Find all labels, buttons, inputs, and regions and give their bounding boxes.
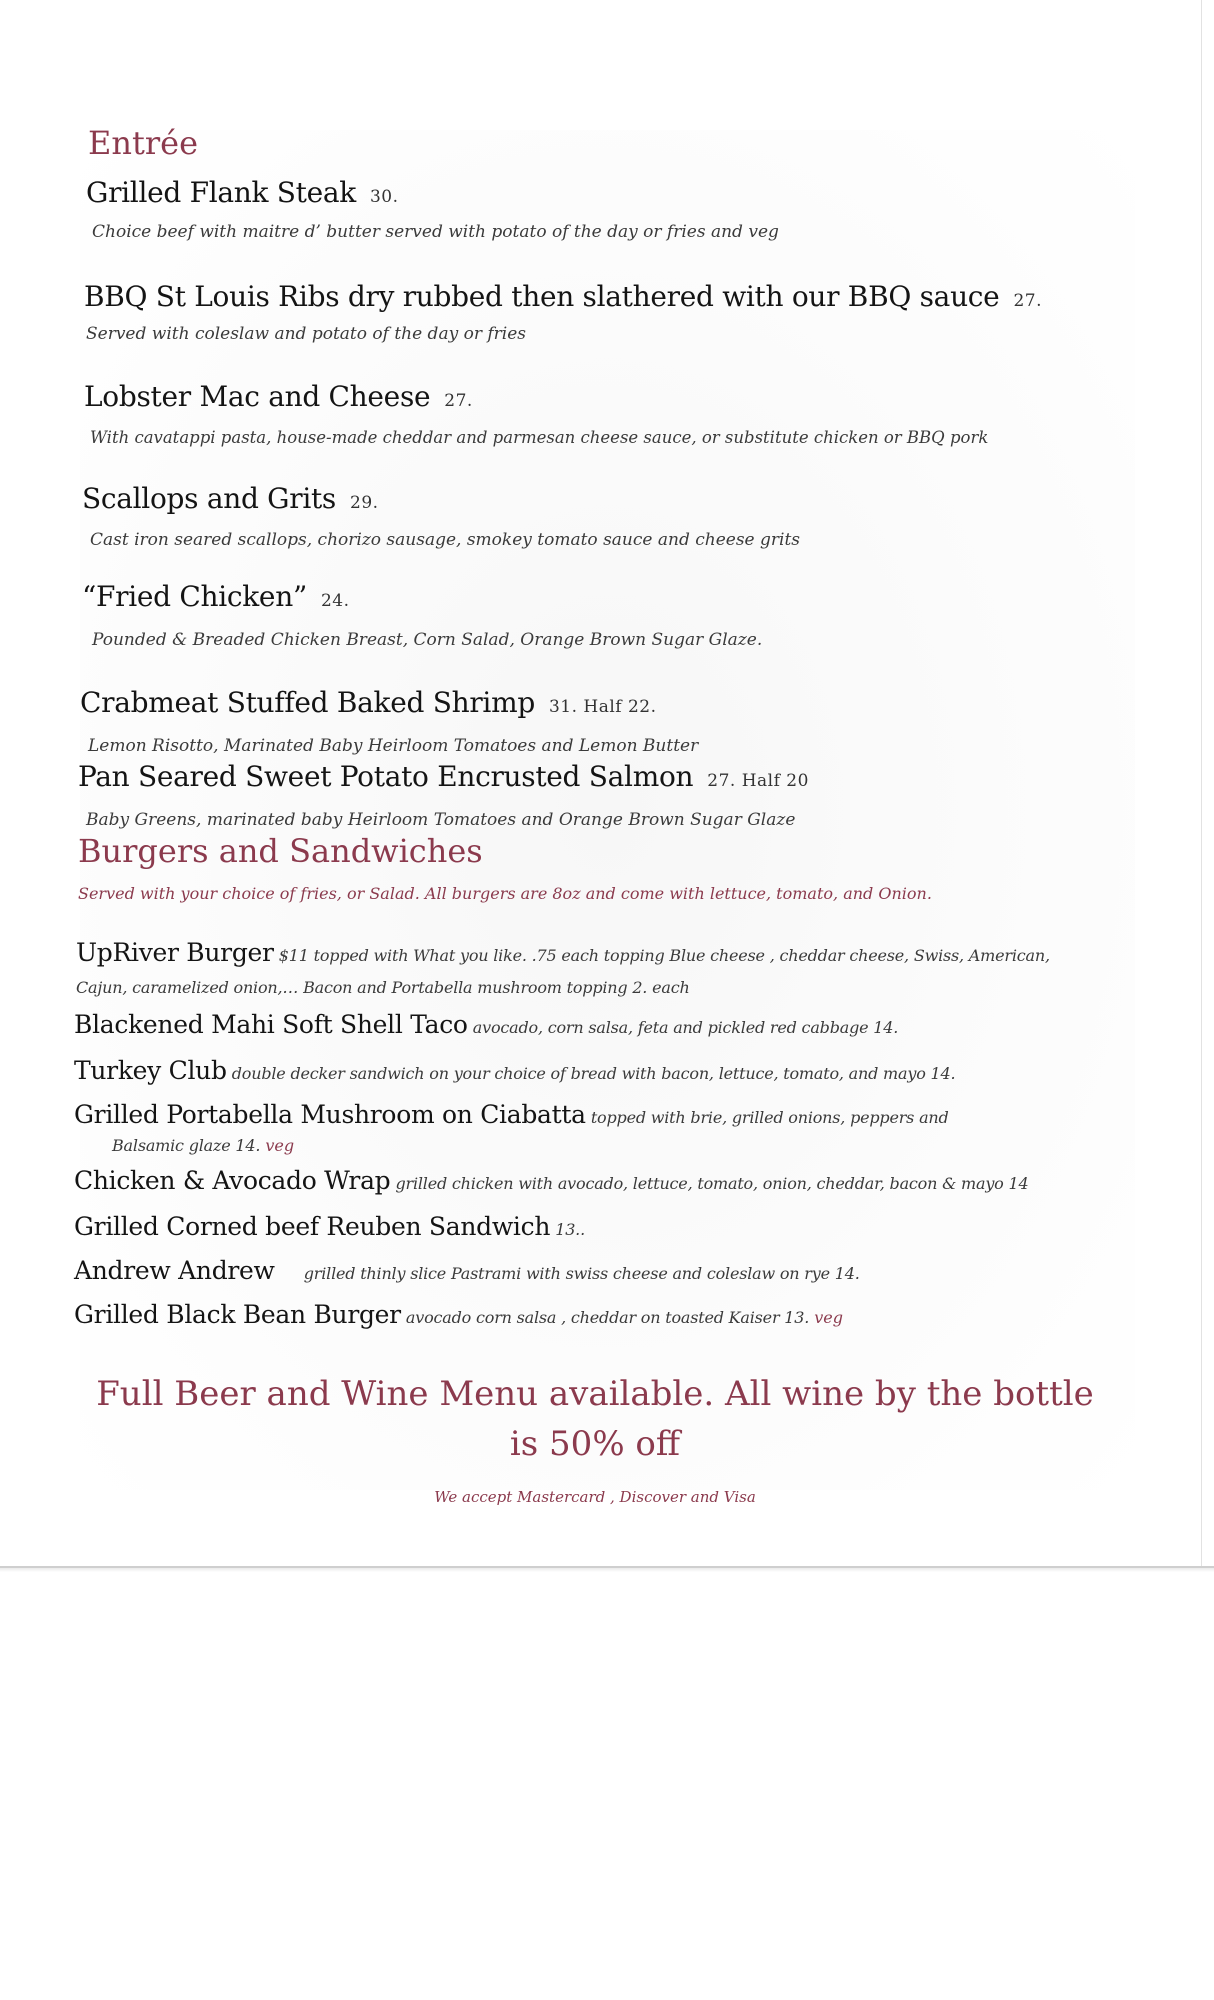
menu-item-portabella xyxy=(74,1100,949,1129)
item-price: 30. xyxy=(369,187,399,207)
item-name: BBQ St Louis Ribs dry rubbed then slathered with our BBQ sauce xyxy=(84,280,1000,313)
item-description-continued xyxy=(112,1136,294,1155)
menu-item-mahi-taco xyxy=(74,1010,898,1039)
beer-wine-note: Full Beer and Wine Menu available. All wine by the bottle xyxy=(96,1374,1094,1414)
veg-tag: veg xyxy=(265,1136,295,1155)
item-description: avocado corn salsa , cheddar on toasted Kaiser 13. xyxy=(405,1308,810,1327)
item-description: topped with brie, grilled onions, peppers and xyxy=(590,1108,949,1127)
menu-item-ribs xyxy=(84,280,1042,313)
wine-discount-note: is 50% off xyxy=(509,1424,681,1464)
item-name: Scallops and Grits xyxy=(82,482,336,515)
menu-item-reuben xyxy=(74,1212,585,1241)
item-name: Grilled Portabella Mushroom on Ciabatta xyxy=(74,1100,586,1129)
menu-item-black-bean-burger xyxy=(74,1300,843,1329)
item-description: With cavatappi pasta, house-made cheddar and parmesan cheese sauce, or substitute chicken or BBQ pork xyxy=(90,428,989,447)
item-description: Cast iron seared scallops, chorizo sausage, smokey tomato sauce and cheese grits xyxy=(90,530,801,550)
item-price: 27. xyxy=(444,391,473,411)
menu-item-lobster-mac xyxy=(84,380,473,413)
item-name: Chicken & Avocado Wrap xyxy=(74,1166,391,1195)
item-price: 27. xyxy=(1013,291,1042,311)
item-name: Lobster Mac and Cheese xyxy=(84,380,431,413)
item-description: 13.. xyxy=(555,1220,585,1239)
menu-item-chicken-wrap xyxy=(74,1166,1028,1195)
burgers-heading: Burgers and Sandwiches xyxy=(78,832,483,870)
burgers-note: Served with your choice of fries, or Salad. All burgers are 8oz and come with lettuce, tomato, and Onion. xyxy=(78,884,932,903)
item-name: Grilled Black Bean Burger xyxy=(74,1300,401,1329)
item-description: Balsamic glaze 14. xyxy=(112,1136,261,1155)
item-description: grilled chicken with avocado, lettuce, tomato, onion, cheddar, bacon & mayo 14 xyxy=(395,1174,1029,1193)
menu-item-scallops xyxy=(82,482,379,515)
item-description: grilled thinly slice Pastrami with swiss cheese and coleslaw on rye 14. xyxy=(303,1264,860,1283)
item-description: $11 topped with What you like. .75 each topping Blue cheese , cheddar cheese, Swiss, American, xyxy=(278,946,1050,965)
item-description: avocado, corn salsa, feta and pickled red cabbage 14. xyxy=(472,1018,899,1037)
menu-item-upriver-burger xyxy=(76,938,1050,967)
menu-item-stuffed-shrimp xyxy=(80,686,657,719)
item-price: 31. Half 22. xyxy=(548,697,657,717)
item-description: Served with coleslaw and potato of the day or fries xyxy=(86,324,526,344)
item-name: Crabmeat Stuffed Baked Shrimp xyxy=(80,686,535,719)
item-description: Baby Greens, marinated baby Heirloom Tomatoes and Orange Brown Sugar Glaze xyxy=(86,810,796,830)
page-shadow xyxy=(0,1568,1214,1572)
item-description: double decker sandwich on your choice of bread with bacon, lettuce, tomato, and mayo 14. xyxy=(231,1064,956,1083)
item-name: Pan Seared Sweet Potato Encrusted Salmon xyxy=(78,760,694,793)
item-description: Choice beef with maitre d’ butter served with potato of the day or fries and veg xyxy=(92,222,779,242)
menu-item-fried-chicken xyxy=(82,580,350,613)
item-name: Andrew Andrew xyxy=(74,1256,275,1285)
menu-item-salmon xyxy=(78,760,809,793)
item-price: 27. Half 20 xyxy=(707,771,809,791)
item-name: Grilled Flank Steak xyxy=(86,176,356,209)
item-description-continued: Cajun, caramelized onion,… Bacon and Portabella mushroom topping 2. each xyxy=(76,978,690,997)
menu-item-turkey-club xyxy=(74,1056,955,1085)
item-name: Blackened Mahi Soft Shell Taco xyxy=(74,1010,468,1039)
item-price: 24. xyxy=(320,591,350,611)
veg-tag: veg xyxy=(814,1308,843,1327)
item-name: UpRiver Burger xyxy=(76,938,274,967)
menu-item-flank-steak xyxy=(86,176,399,209)
item-description: Pounded & Breaded Chicken Breast, Corn Salad, Orange Brown Sugar Glaze. xyxy=(92,630,763,650)
item-name: Grilled Corned beef Reuben Sandwich xyxy=(74,1212,551,1241)
item-name: Turkey Club xyxy=(74,1056,227,1085)
item-price: 29. xyxy=(350,493,379,513)
entree-heading: Entrée xyxy=(88,124,198,162)
menu-item-andrew-andrew xyxy=(74,1256,860,1285)
payment-methods: We accept Mastercard , Discover and Visa xyxy=(434,1488,756,1506)
page-edge xyxy=(1201,0,1202,1568)
item-description: Lemon Risotto, Marinated Baby Heirloom Tomatoes and Lemon Butter xyxy=(88,736,699,756)
item-name: “Fried Chicken” xyxy=(82,580,307,613)
